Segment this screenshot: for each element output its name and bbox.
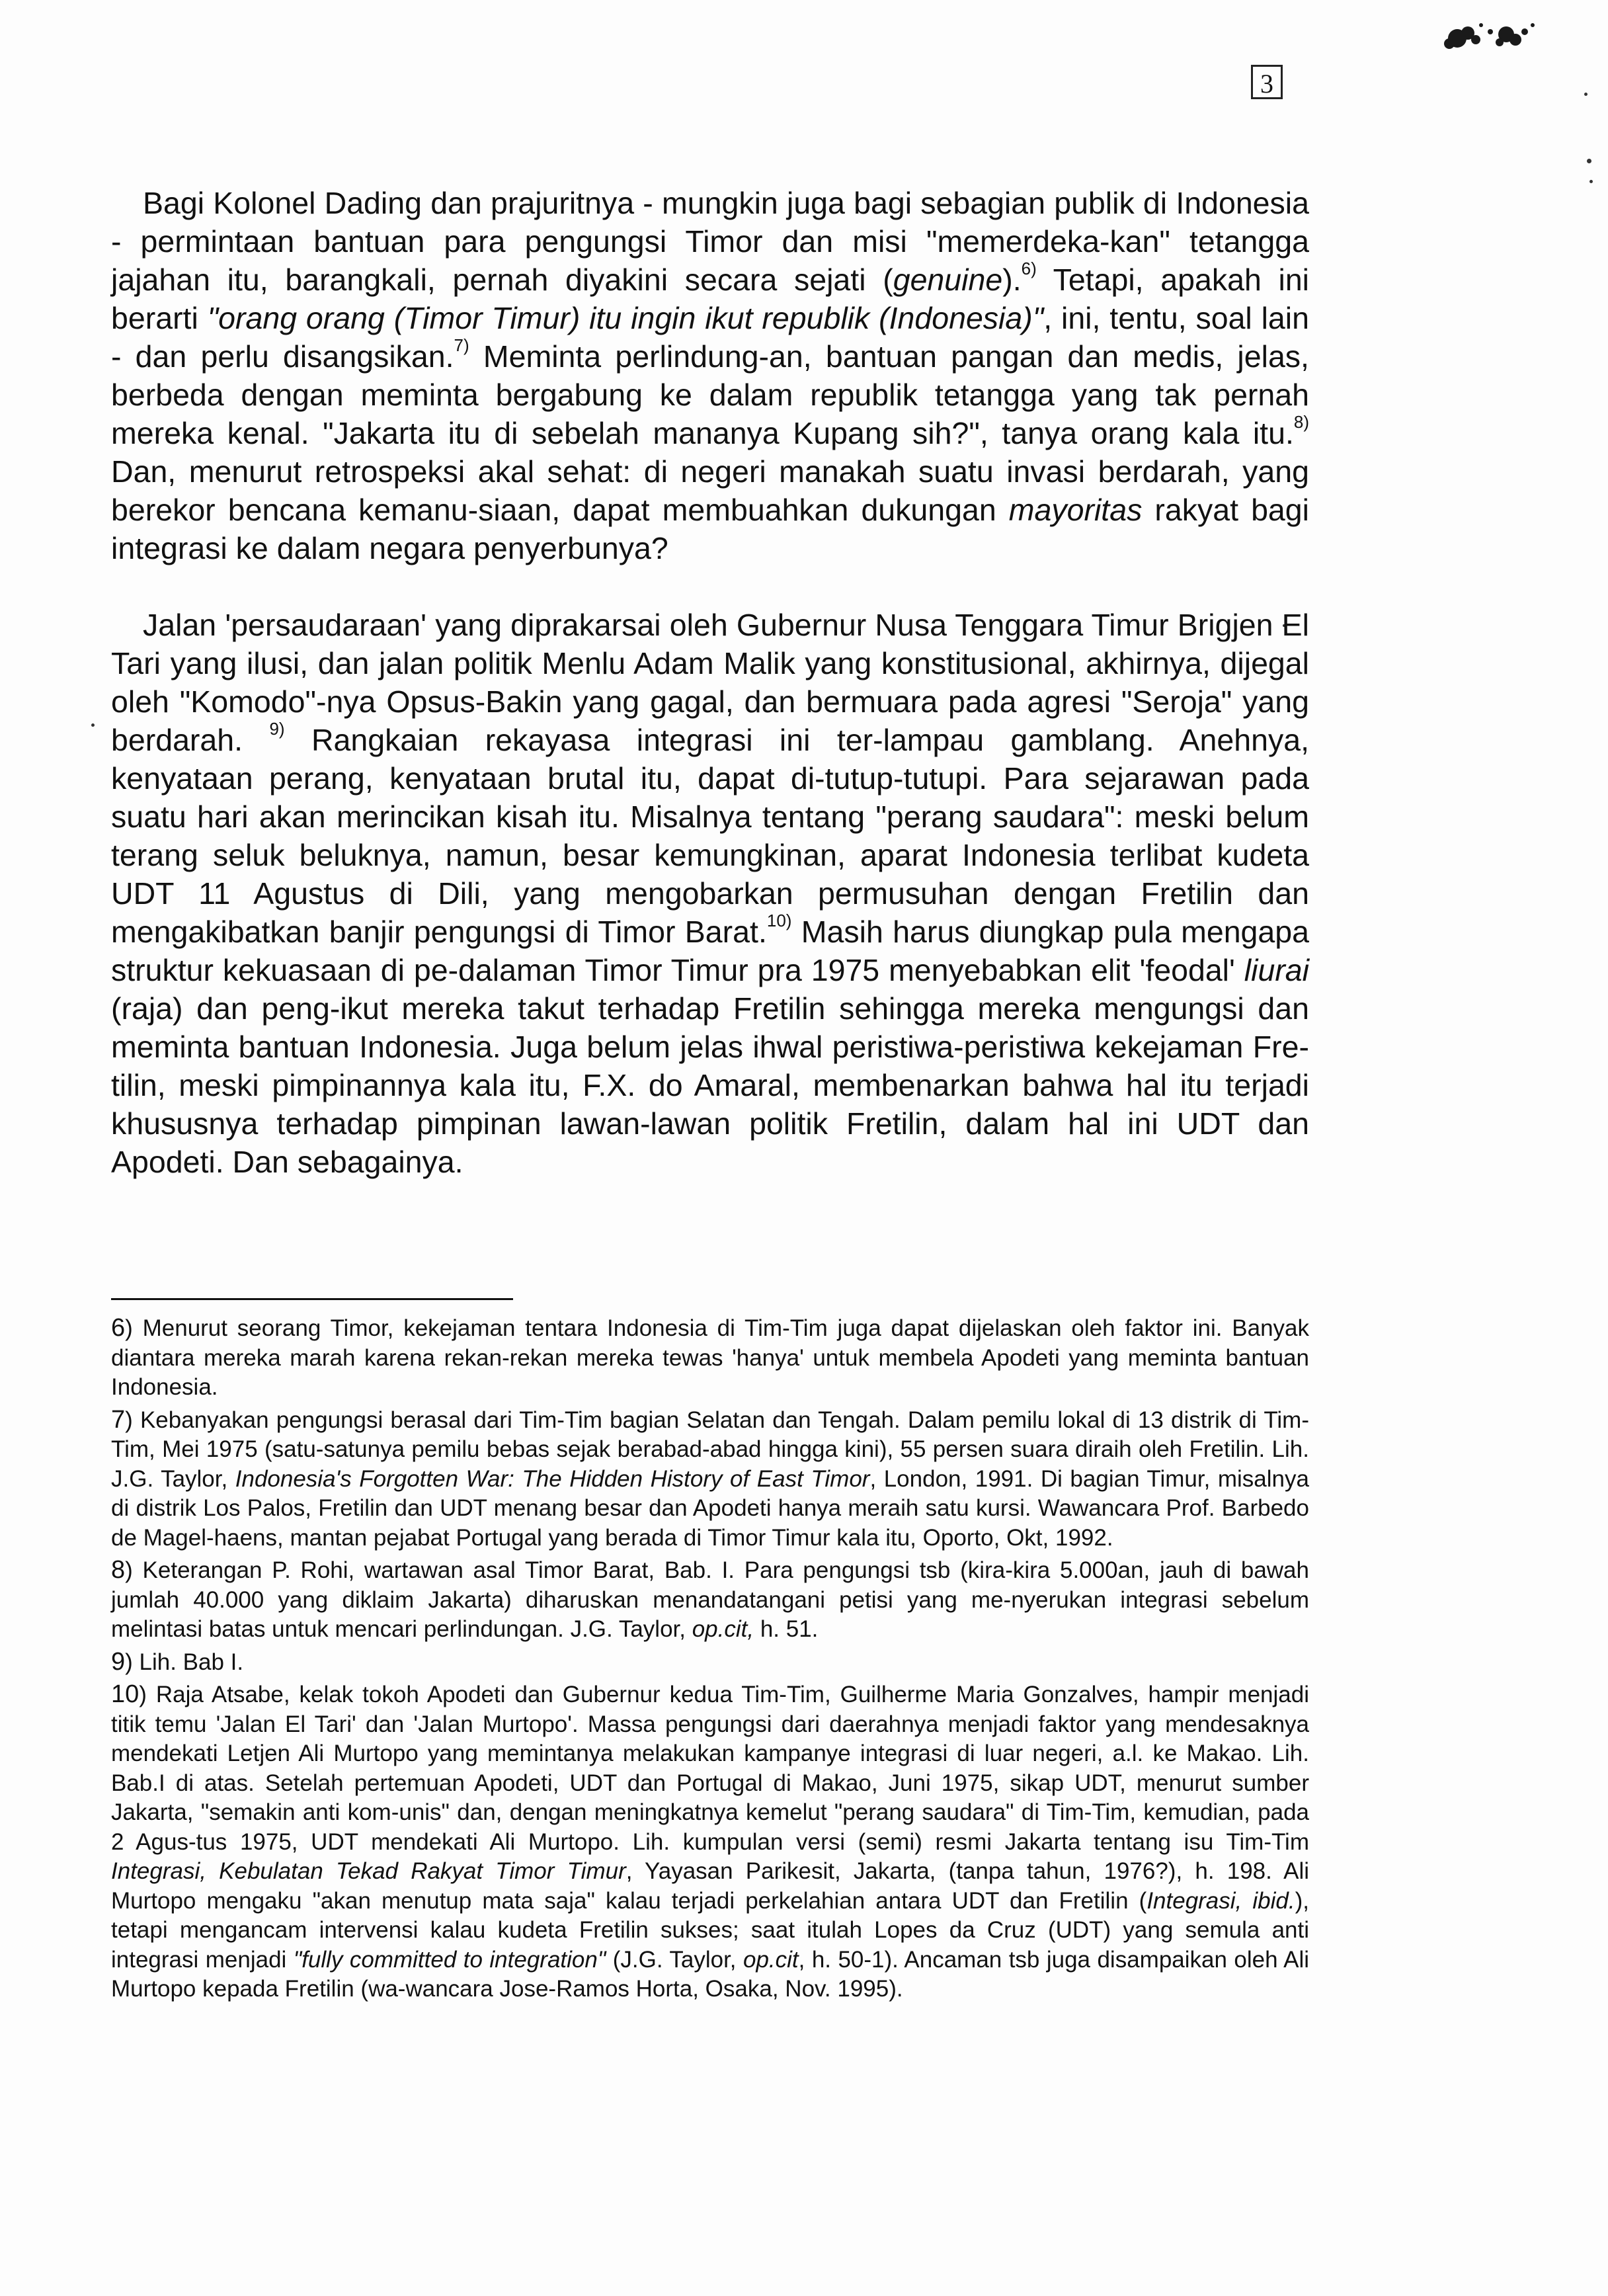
italic-quote: "orang orang (Timor Timur) itu ingin ikut republik (Indonesia)" <box>207 301 1044 335</box>
footnote-mark: 9 <box>111 1647 126 1676</box>
footnote-ref-6[interactable]: 6) <box>1021 259 1037 278</box>
paragraph-text: Tetapi, apakah ini berarti <box>111 263 1310 335</box>
paragraph-text: , ini, tentu, soal lain - dan perlu disangsikan. <box>111 301 1309 374</box>
italic-term: genuine <box>893 263 1003 297</box>
footnote-mark: 6 <box>111 1314 126 1342</box>
footnote-text: ) Kebanyakan pengungsi berasal dari Tim-Tim bagian Selatan dan Tengah. Dalam pemilu lokal di 13 distrik di Tim-Tim, Mei 1975 (satu-satunya pemilu bebas sejak berabad-abad hingga kini), 55 persen suara diraih oleh Fretilin. Lih. J.G. Taylor, <box>111 1407 1309 1492</box>
footnote-ref-8[interactable]: 8) <box>1293 412 1309 432</box>
italic-term: mayoritas <box>1008 493 1143 527</box>
paragraph-text: Bagi Kolonel Dading dan prajuritnya - mungkin juga bagi sebagian publik di Indonesia - permintaan bantuan para pengungsi Timor dan misi "memerdeka-kan" tetangga jajahan itu, barangkali, pernah diyakini secara sejati ( <box>111 186 1309 297</box>
footnote-mark: 7 <box>111 1405 126 1434</box>
footnote-text: , London, 1991. Di bagian Timur, misalnya di distrik Los Palos, Fretilin dan UDT menang besar dan Apodeti hanya meraih satu kursi. Wawancara Prof. Barbedo de Magel-haens, mantan pejabat Portugal yang berada di Timor Timur kala itu, Oporto, Okt, 1992. <box>111 1465 1309 1551</box>
italic-quote: "fully committed to integration" <box>293 1946 606 1973</box>
citation-title: Indonesia's Forgotten War: The Hidden History of East Timor <box>235 1465 870 1492</box>
footnote-text: ) Menurut seorang Timor, kekejaman tentara Indonesia di Tim-Tim juga dapat dijelaskan oleh faktor ini. Banyak diantara mereka marah karena rekan-rekan mereka tewas 'hanya' untuk membela Apodeti yang meminta bantuan Indonesia. <box>111 1315 1309 1400</box>
italic-term: liurai <box>1244 953 1309 987</box>
paragraph-text: Dan, menurut retrospeksi akal sehat: di negeri manakah suatu invasi berdarah, yang berekor bencana kemanu-siaan, dapat membuahkan dukungan <box>111 454 1309 527</box>
footnote-6 <box>111 1313 1309 1403</box>
citation-title: Integrasi, ibid. <box>1146 1887 1295 1914</box>
page-number: 3 <box>1251 65 1283 99</box>
body-text <box>111 184 1309 1181</box>
paragraph-text: Meminta perlindung-an, bantuan pangan dan medis, jelas, berbeda dengan meminta bergabung ke dalam republik tetangga yang tak pernah mereka kenal. "Jakarta itu di sebelah mananya Kupang sih?", tanya orang kala itu. <box>111 339 1309 450</box>
footnotes <box>111 1313 1309 2004</box>
footnote-text: ) Keterangan P. Rohi, wartawan asal Timor Barat, Bab. I. Para pengungsi tsb (kira-kira 5.000an, jauh di bawah jumlah 40.000 yang diklaim Jakarta) diharuskan menandatangani petisi yang me-nyerukan integrasi sebelum melintasi batas untuk mencari perlindungan. J.G. Taylor, <box>111 1557 1309 1642</box>
paragraph-text: (raja) dan peng-ikut mereka takut terhadap Fretilin sehingga mereka mengungsi dan meminta bantuan Indonesia. Juga belum jelas ihwal peristiwa-peristiwa kekejaman Fre-tilin, meski pimpinannya kala itu, F.X. do Amaral, membenarkan bahwa hal itu terjadi khususnya terhadap pimpinan lawan-lawan politik Fretilin, dalam hal ini UDT dan Apodeti. Dan sebagainya. <box>111 991 1309 1179</box>
footnote-mark: 10 <box>111 1680 140 1708</box>
paragraph-text: ). <box>1002 263 1022 297</box>
footnote-ref-7[interactable]: 7) <box>454 335 469 355</box>
paragraph-2 <box>111 606 1309 1181</box>
footnote-text: (J.G. Taylor, <box>606 1946 743 1973</box>
scan-speck <box>1589 180 1593 183</box>
footnote-8 <box>111 1555 1309 1645</box>
paragraph-text: Jalan 'persaudaraan' yang diprakarsai oleh Gubernur Nusa Tenggara Timur Brigjen El Tari yang ilusi, dan jalan politik Menlu Adam Malik yang konstitusional, akhirnya, dijegal oleh "Komodo"-nya Opsus-Bakin yang gagal, dan bermuara pada agresi "Seroja" yang berdarah. <box>111 608 1309 757</box>
paragraph-1 <box>111 184 1309 567</box>
paragraph-text: rakyat bagi integrasi ke dalam negara penyerbunya? <box>111 493 1309 565</box>
footnote-text: , Yayasan Parikesit, Jakarta, (tanpa tahun, 1976?), h. 198. Ali Murtopo mengaku "akan menutup mata saja" kalau terjadi perkelahian antara UDT dan Fretilin ( <box>111 1858 1309 1914</box>
footnote-text: h. 51. <box>754 1616 819 1642</box>
footnote-mark: 8 <box>111 1556 126 1584</box>
citation-title: Integrasi, Kebulatan Tekad Rakyat Timor Timur <box>111 1858 626 1884</box>
citation-abbrev: op.cit, <box>692 1616 754 1642</box>
citation-abbrev: op.cit <box>743 1946 799 1973</box>
footnote-text: ), tetapi mengancam intervensi kalau kudeta Fretilin sukses; saat itulah Lopes da Cruz (UDT) yang semula anti integrasi menjadi <box>111 1887 1309 1973</box>
scan-smudge-mark <box>1433 5 1566 58</box>
footnote-text: ) Raja Atsabe, kelak tokoh Apodeti dan Gubernur kedua Tim-Tim, Guilherme Maria Gonzalves, hampir menjadi titik temu 'Jalan El Tari' dan 'Jalan Murtopo'. Massa pengungsi dari daerahnya menjadi faktor yang mendesaknya mendekati Letjen Ali Murtopo yang memintanya melakukan kampanye integrasi di luar negeri, a.l. ke Makao. Lih. Bab.I di atas. Setelah pertemuan Apodeti, UDT dan Portugal di Makao, Juni 1975, sikap UDT, menurut sumber Jakarta, "semakin anti kom-unis" dan, dengan meningkatnya kemelut "perang saudara" di Tim-Tim, kemudian, pada 2 Agus-tus 1975, UDT mendekati Ali Murtopo. Lih. kumpulan versi (semi) resmi Jakarta tentang isu Tim-Tim <box>111 1682 1309 1855</box>
scan-speck <box>1584 93 1588 96</box>
footnote-9 <box>111 1647 1309 1678</box>
paragraph-text: Rangkaian rekayasa integrasi ini ter-lampau gamblang. Anehnya, kenyataan perang, kenyataan brutal itu, dapat di-tutup-tutupi. Para sejarawan pada suatu hari akan merincikan kisah itu. Misalnya tentang "perang saudara": meski belum terang seluk beluknya, namun, besar kemungkinan, aparat Indonesia terlibat kudeta UDT 11 Agustus di Dili, yang mengobarkan permusuhan dengan Fretilin dan mengakibatkan banjir pengungsi di Timor Barat. <box>111 723 1309 949</box>
footnote-ref-10[interactable]: 10) <box>766 911 792 930</box>
footnote-text: ) Lih. Bab I. <box>125 1649 244 1675</box>
footnote-7 <box>111 1405 1309 1553</box>
footnote-divider <box>111 1298 513 1300</box>
footnote-ref-9[interactable]: 9) <box>269 719 285 739</box>
scan-speck <box>91 723 95 727</box>
footnote-text: , h. 50-1). Ancaman tsb juga disampaikan oleh Ali Murtopo kepada Fretilin (wa-wancara Jose-Ramos Horta, Osaka, Nov. 1995). <box>111 1946 1309 2002</box>
scan-speck <box>1587 159 1591 163</box>
footnote-10 <box>111 1680 1309 2004</box>
paragraph-text: Masih harus diungkap pula mengapa struktur kekuasaan di pe-dalaman Timor Timur pra 1975 menyebabkan elit 'feodal' <box>111 915 1309 987</box>
